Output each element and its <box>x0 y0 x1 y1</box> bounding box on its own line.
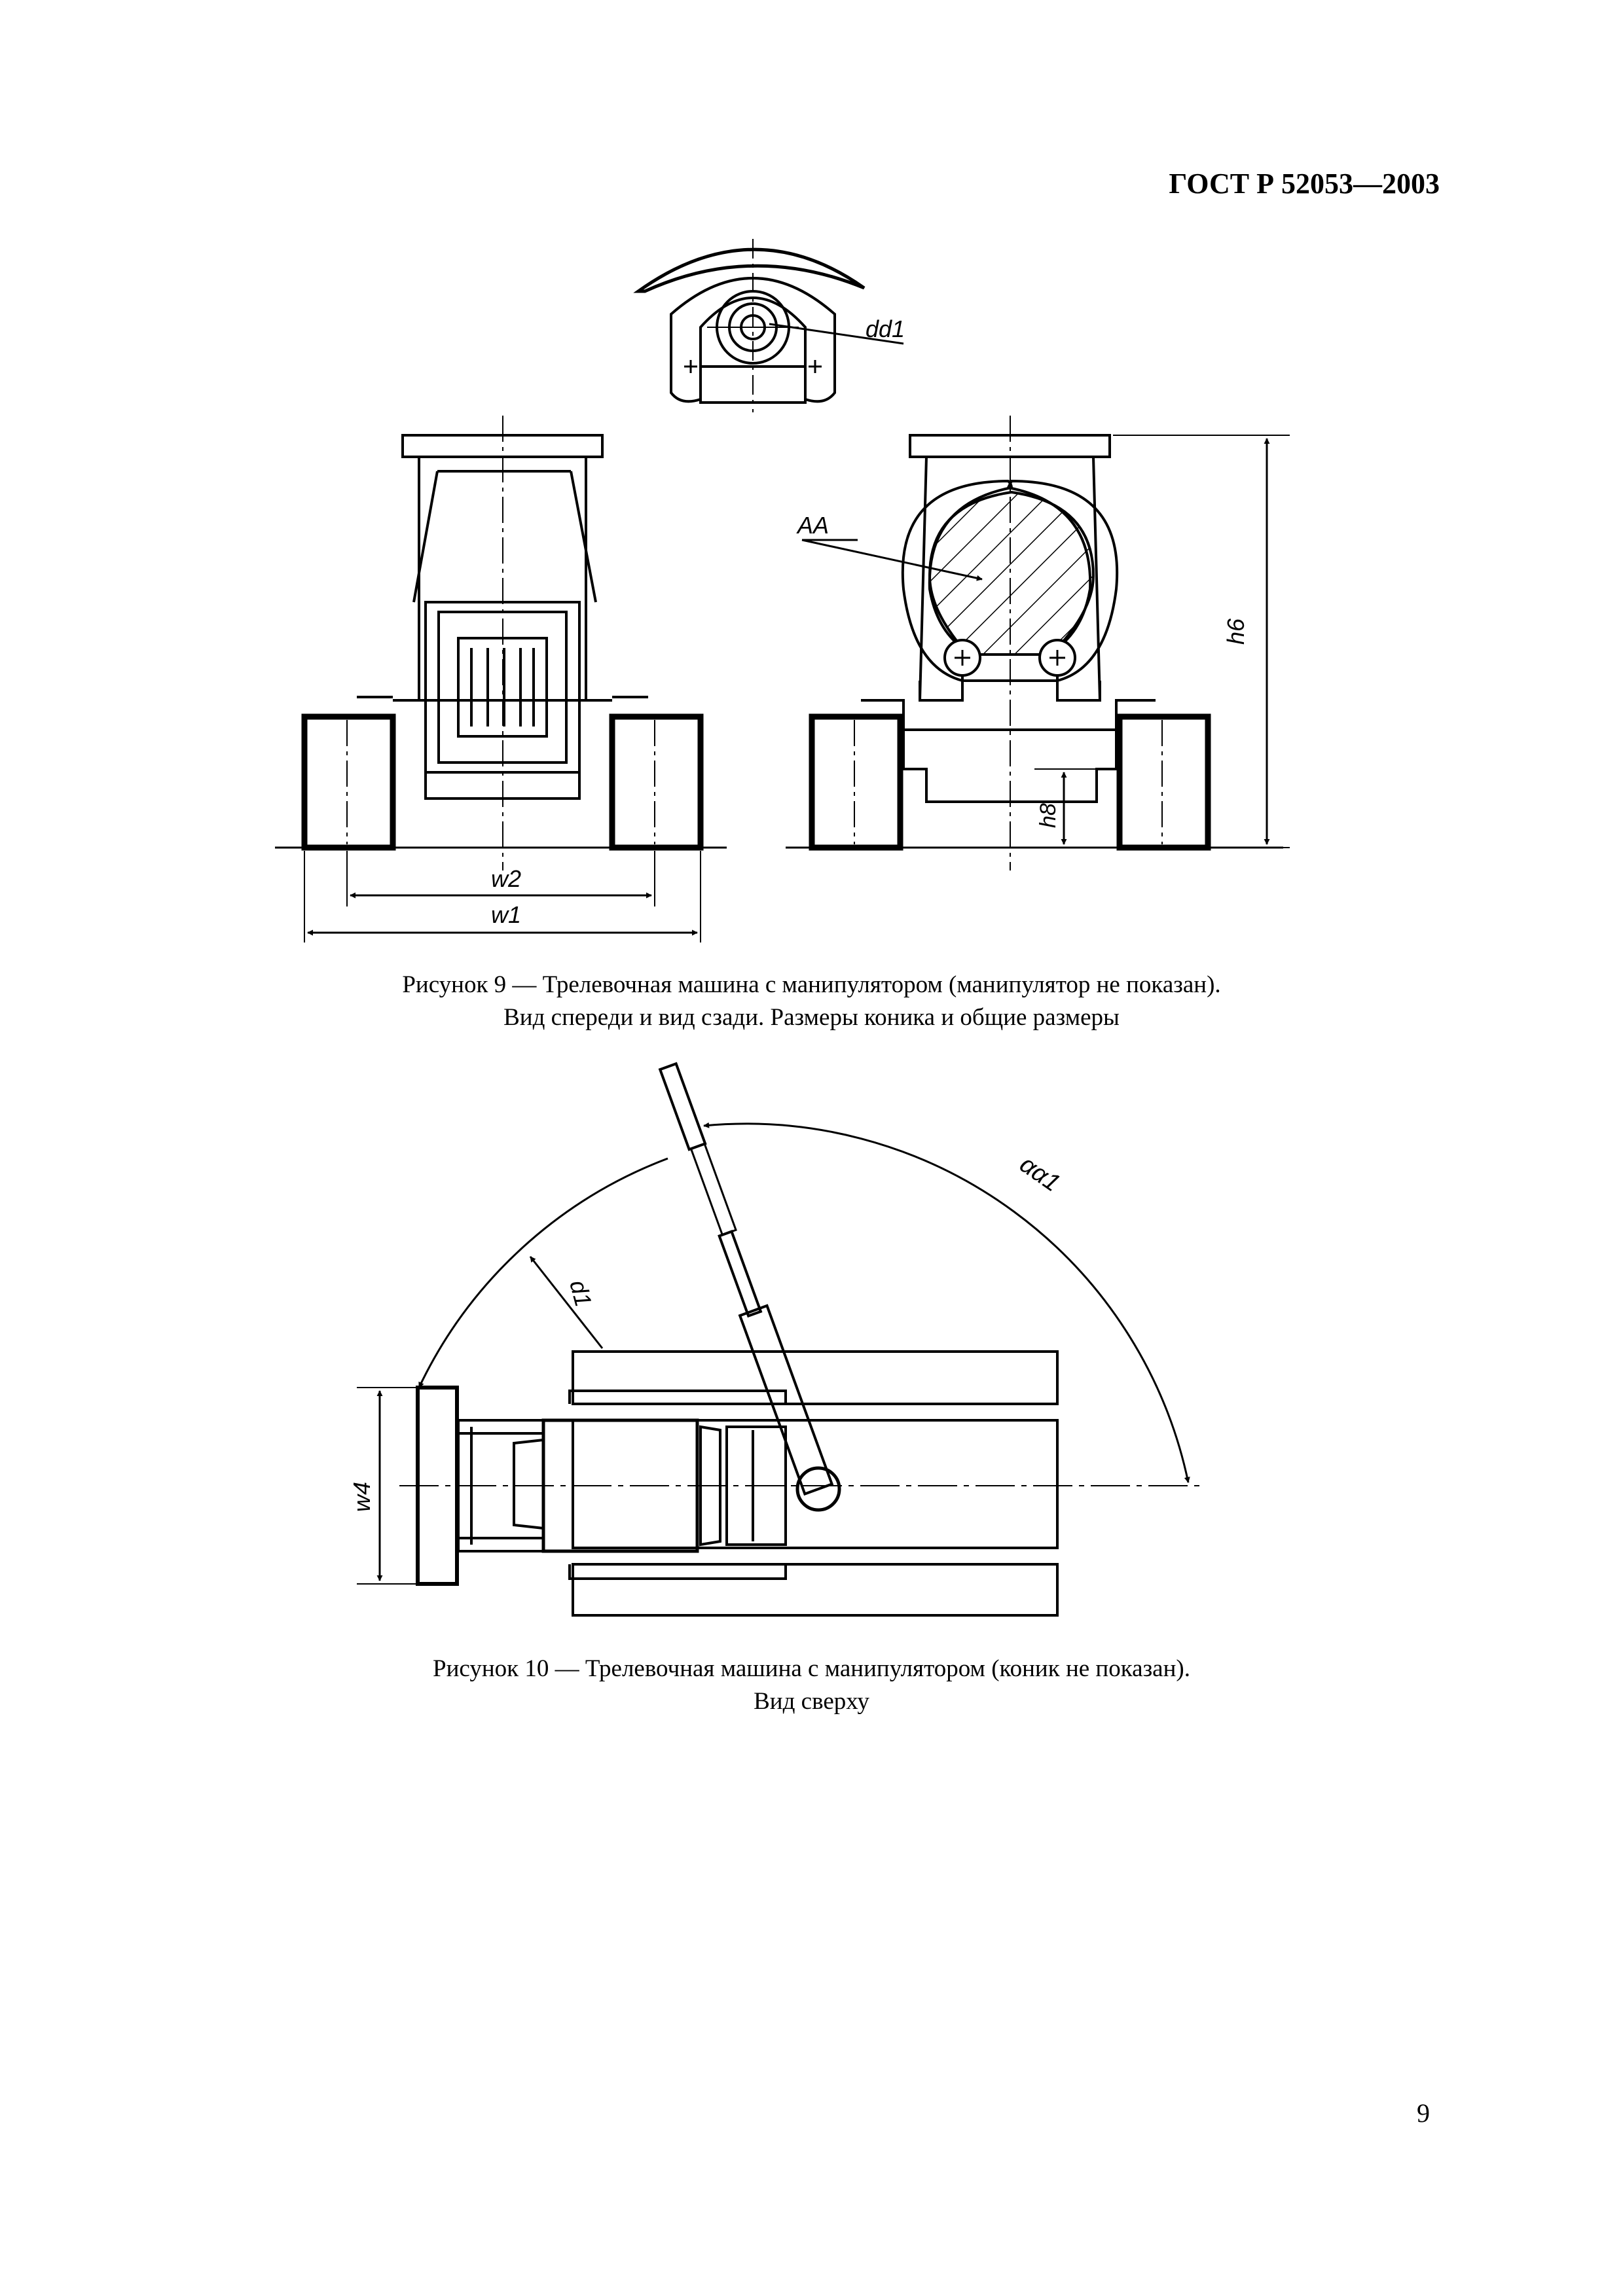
bunk-detail <box>638 239 903 412</box>
label-h8: h8 <box>1036 803 1061 828</box>
figure-9-drawing <box>275 239 1290 942</box>
label-aa1: αα1 <box>1014 1150 1065 1198</box>
label-aa: AA <box>797 512 830 539</box>
figure-9-caption-line2: Вид спереди и вид сзади. Размеры коника и общие размеры <box>503 1004 1120 1031</box>
figure-10-caption-line2: Вид сверху <box>754 1688 869 1715</box>
label-dd1: dd1 <box>866 315 905 342</box>
figure-10-caption-line1: Рисунок 10 — Трелевочная машина с манипулятором (коник не показан). <box>433 1655 1190 1682</box>
label-d1: d1 <box>564 1277 598 1310</box>
figure-9-caption <box>0 969 1623 1034</box>
rear-view <box>786 416 1290 870</box>
page-number: 9 <box>1417 2098 1430 2128</box>
figure-10-caption <box>0 1653 1623 1718</box>
label-h6: h6 <box>1222 618 1249 645</box>
front-view <box>275 416 727 942</box>
standard-header: ГОСТ Р 52053—2003 <box>1169 168 1440 200</box>
label-w2: w2 <box>491 865 522 892</box>
figure-10-drawing <box>357 1063 1205 1615</box>
figure-9-caption-line1: Рисунок 9 — Трелевочная машина с манипулятором (манипулятор не показан). <box>402 971 1221 998</box>
label-w1: w1 <box>491 901 522 928</box>
label-w4: w4 <box>348 1481 375 1512</box>
